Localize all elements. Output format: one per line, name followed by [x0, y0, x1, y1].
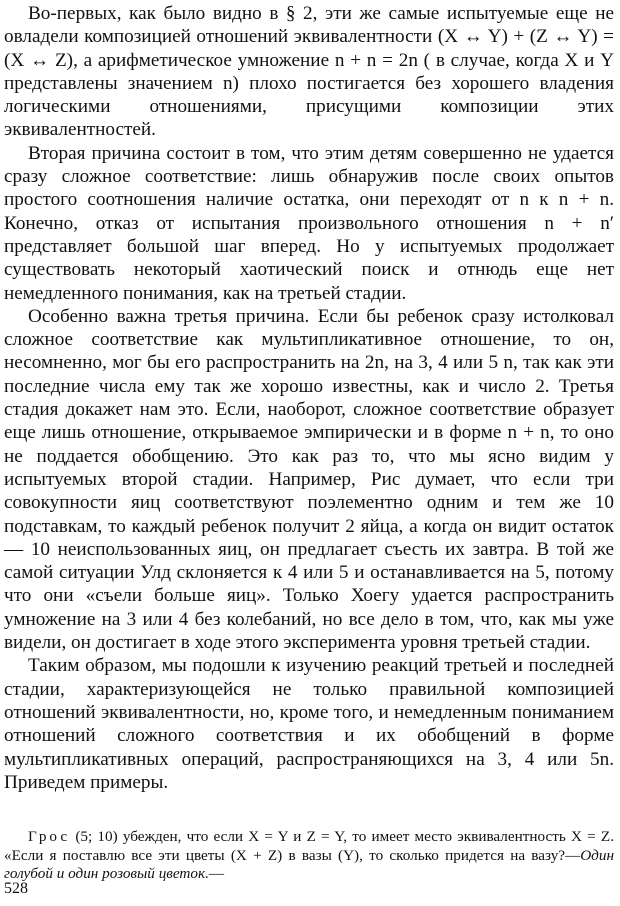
paragraph-1: Во-первых, как было видно в § 2, эти же самые испытуемые еще не овладели композицией отношений эквивалентности (X ↔ Y) + (Z ↔ Y) = (X ↔ Z), а арифметическое умножение n + n = 2n ( в случае, когда X и Y представлены значением n) плохо постигается без хорошего владения логическими отношениями, присущими композиции этих эквивалентностей.: [4, 3, 614, 141]
paragraph-2: Вторая причина состоит в том, что этим детям совершенно не удается сразу сложное соответствие: лишь обнаружив после своих опытов простого соотношения наличие остатка, они переходят от n к n + n. Конечно, отказ от испытания произвольного отношения n + n′ представляет большой шаг вперед. Но у испытуемых продолжает существовать некоторый хаотический поиск и отнюдь еще нет немедленного понимания, как на третьей стадии.: [4, 142, 614, 304]
example-dash: —: [208, 865, 225, 882]
example-answer: Один голубой и один розовый цветок.: [4, 846, 614, 882]
example-body: (5; 10) убежден, что если X = Y и Z = Y, то имеет место эквивалентность X = Z. «Если я поставлю все эти цветы (X + Z) в вазы (Y), то сколько придется на вазу?—: [4, 828, 614, 864]
example-text: [4, 828, 614, 884]
subject-name: Грос: [28, 828, 71, 845]
paragraph-3: Особенно важна третья причина. Если бы ребенок сразу истолковал сложное соответствие как мультипликативное отношение, то он, несомненно, мог бы его распространить на 2n, на 3, 4 или 5 n, так как эти последние числа ему так же хорошо известны, как и число 2. Третья стадия докажет нам это. Если, наоборот, сложное соответствие образует еще лишь отношение, открываемое эмпирически и в форме n + n, то оно не поддается обобщению. Это как раз то, что мы ясно видим у испытуемых второй стадии. Например, Рис думает, что если три совокупности яиц соответствуют поэлементно одним и тем же 10 подставкам, то каждый ребенок получит 2 яйца, а когда он видит остаток — 10 неиспользованных яиц, он предлагает съесть их завтра. В той же самой ситуации Улд склоняется к 4 или 5 и останавливается на 5, потому что они «съели больше яиц». Только Хоегу удается распространить умножение на 3 или 4 без колебаний, но все дело в том, что, как мы уже видели, он достигает в ходе этого эксперимента уровня третьей стадии.: [4, 305, 614, 654]
page-number: 528: [4, 880, 28, 897]
main-text: [4, 2, 614, 794]
paragraph-4: Таким образом, мы подошли к изучению реакций третьей и последней стадии, характеризующейся не только правильной композицией отношений эквивалентности, но, кроме того, и немедленным пониманием отношений сложного соответствия и их обобщений в форме мультипликативных операций, распространяющихся на 3, 4 или 5n. Приведем примеры.: [4, 655, 614, 793]
